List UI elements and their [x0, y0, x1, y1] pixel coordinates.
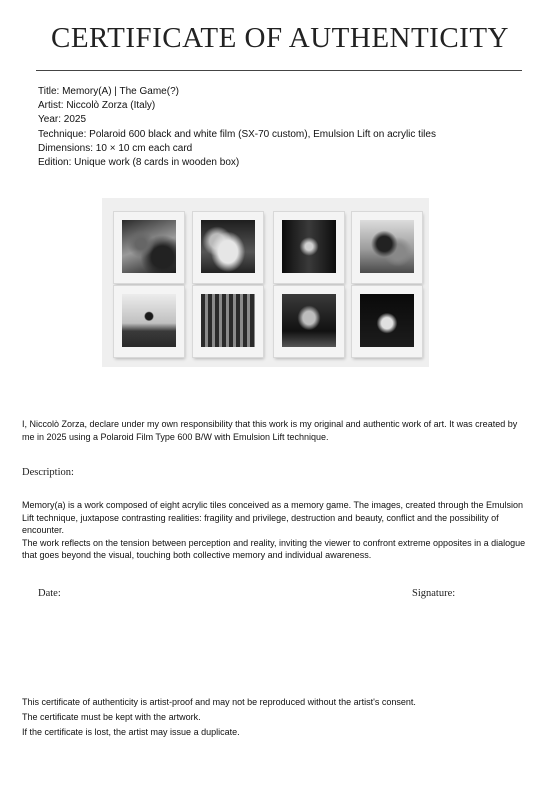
- description-paragraph: Memory(a) is a work composed of eight acrylic tiles conceived as a memory game. The images, created through the Emulsion Lift technique, juxtapose contrasting realities: fragility and privilege, destruction and beauty, conflict and the possibility of encounter.: [22, 500, 524, 535]
- footer-note: If the certificate is lost, the artist may issue a duplicate.: [22, 727, 240, 737]
- footer-note: The certificate must be kept with the artwork.: [22, 712, 201, 722]
- polaroid-card: [114, 212, 184, 283]
- polaroid-card: [193, 286, 263, 357]
- detail-dimensions: Dimensions: 10 × 10 cm each card: [38, 142, 193, 154]
- detail-edition: Edition: Unique work (8 cards in wooden box): [38, 157, 240, 169]
- declaration-text: I, Niccolò Zorza, declare under my own responsibility that this work is my original and authentic work of art. It was created by me in 2025 using a Polaroid Film Type 600 B/W with Emulsion Lift technique.: [22, 419, 518, 442]
- polaroid-card: [274, 286, 344, 357]
- detail-artist: Artist: Niccolò Zorza (Italy): [38, 100, 156, 112]
- signature-label: Signature:: [412, 588, 456, 599]
- polaroid-card: [274, 212, 344, 283]
- certificate-title: CERTIFICATE OF AUTHENTICITY: [50, 22, 509, 54]
- artwork-details: [38, 85, 436, 170]
- description-heading: Description:: [22, 467, 74, 478]
- description-paragraph: The work reflects on the tension between perception and reality, inviting the viewer to confront extreme opposites in a dialogue that goes beyond the visual, touching both collective memory and individual awareness.: [22, 537, 526, 560]
- polaroid-card: [193, 212, 263, 283]
- artwork-photo: [102, 198, 429, 367]
- polaroid-card: [352, 212, 422, 283]
- title-divider: [36, 70, 522, 71]
- date-label: Date:: [38, 588, 61, 599]
- detail-year: Year: 2025: [38, 114, 87, 126]
- footer-note: This certificate of authenticity is artist-proof and may not be reproduced without the artist's consent.: [22, 697, 416, 707]
- polaroid-card: [352, 286, 422, 357]
- detail-title: Title: Memory(A) | The Game(?): [38, 86, 179, 97]
- description-text: [22, 499, 532, 562]
- polaroid-card: [114, 286, 184, 357]
- footer-notes: [22, 695, 416, 740]
- detail-technique: Technique: Polaroid 600 black and white film (SX-70 custom), Emulsion Lift on acrylic tiles: [38, 128, 436, 140]
